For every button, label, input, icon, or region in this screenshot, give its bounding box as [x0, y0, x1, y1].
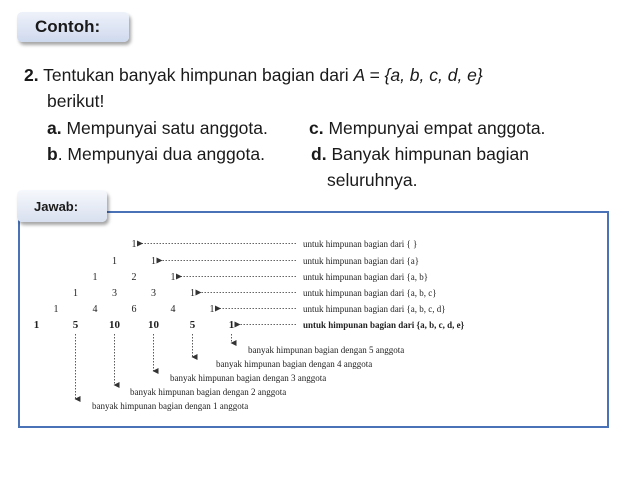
subset-count-note: banyak himpunan bagian dengan 4 anggota	[216, 359, 373, 369]
row-label: untuk himpunan bagian dari { }	[303, 239, 418, 249]
pascal-number: 3	[112, 288, 117, 299]
item-d-continued: seluruhnya.	[327, 170, 418, 190]
problem-set-expression: A = {a, b, c, d, e}	[353, 65, 483, 85]
problem-statement-start: Tentukan banyak himpunan bagian dari	[43, 65, 349, 85]
pascal-number: 1	[190, 288, 195, 299]
row-label: untuk himpunan bagian dari {a, b, c, d}	[303, 304, 446, 314]
answer-box	[18, 211, 609, 428]
pascal-number: 10	[109, 319, 120, 331]
pascal-number: 4	[170, 304, 176, 315]
row-label: untuk himpunan bagian dari {a, b, c, d, e}	[303, 320, 465, 330]
subset-count-note: banyak himpunan bagian dengan 5 anggota	[248, 345, 405, 355]
answer-tab-label: Jawab:	[34, 199, 79, 214]
pascal-number: 1	[151, 256, 156, 267]
problem-number: 2.	[24, 65, 39, 85]
pascal-number: 10	[148, 319, 159, 331]
example-tab-label: Contoh:	[35, 17, 101, 36]
pascal-number: 1	[73, 288, 78, 299]
item-a: a. Mempunyai satu anggota.	[47, 118, 268, 138]
item-c: c. Mempunyai empat anggota.	[309, 118, 546, 138]
row-label: untuk himpunan bagian dari {a, b, c}	[303, 288, 437, 298]
subset-count-note: banyak himpunan bagian dengan 1 anggota	[92, 401, 249, 411]
answer-tab	[17, 190, 107, 222]
example-tab	[17, 12, 129, 42]
pascal-number: 2	[131, 272, 137, 283]
pascal-number: 1	[112, 256, 117, 267]
problem-line-2	[47, 88, 104, 114]
pascal-number: 1	[170, 272, 176, 283]
pascal-number: 1	[228, 319, 235, 331]
subset-count-note: banyak himpunan bagian dengan 3 anggota	[170, 373, 327, 383]
problem-statement-end: berikut!	[47, 91, 105, 111]
pascal-number: 6	[131, 304, 137, 315]
pascal-number: 5	[72, 319, 79, 331]
item-b: b. Mempunyai dua anggota.	[47, 144, 265, 164]
pascal-number: 1	[209, 304, 215, 315]
pascal-number: 3	[151, 288, 156, 299]
subset-count-note: banyak himpunan bagian dengan 2 anggota	[130, 387, 287, 397]
pascal-number: 1	[131, 239, 137, 250]
pascal-triangle-figure	[20, 213, 607, 426]
pascal-number: 1	[33, 319, 40, 331]
pascal-number: 1	[53, 304, 59, 315]
pascal-number: 4	[92, 304, 98, 315]
row-label: untuk himpunan bagian dari {a}	[303, 256, 420, 266]
pascal-number: 1	[92, 272, 98, 283]
item-d: d. Banyak himpunan bagian	[311, 144, 529, 164]
problem-line-1	[24, 62, 483, 88]
pascal-number: 5	[189, 319, 196, 331]
row-label: untuk himpunan bagian dari {a, b}	[303, 272, 429, 282]
